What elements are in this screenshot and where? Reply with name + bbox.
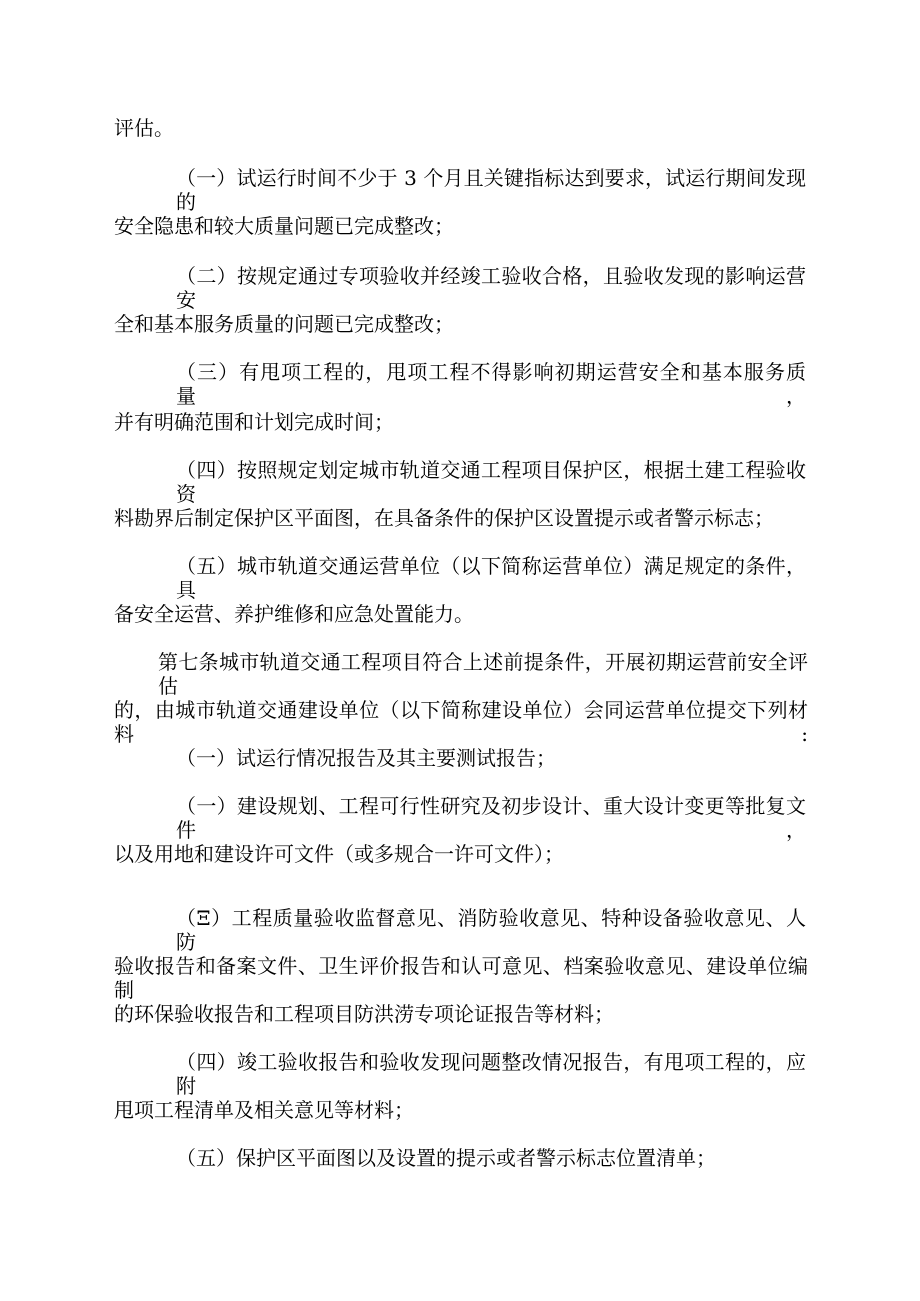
text-line: 的环保验收报告和工程项目防洪涝专项论证报告等材料； bbox=[114, 1002, 614, 1026]
text-line: 甩项工程清单及相关意见等材料； bbox=[114, 1098, 414, 1122]
text-line: （五）城市轨道交通运营单位（以下简称运营单位）满足规定的条件，具 bbox=[176, 554, 806, 602]
text-line: （二）按规定通过专项验收并经竣工验收合格，且验收发现的影响运营安 bbox=[176, 264, 806, 312]
text-line: （Ξ）工程质量验收监督意见、消防验收意见、特种设备验收意见、人防 bbox=[176, 906, 806, 954]
text-line: 第七条城市轨道交通工程项目符合上述前提条件，开展初期运营前安全评估 bbox=[158, 650, 808, 698]
text-line: 评估。 bbox=[114, 116, 174, 140]
text-line: （一）建设规划、工程可行性研究及初步设计、重大设计变更等批复文件， bbox=[176, 794, 806, 842]
text-line: （一）试运行情况报告及其主要测试报告； bbox=[176, 746, 556, 770]
text-line: 的，由城市轨道交通建设单位（以下简称建设单位）会同运营单位提交下列材料: bbox=[114, 698, 808, 746]
text-line: 验收报告和备案文件、卫生评价报告和认可意见、档案验收意见、建设单位编制 bbox=[114, 954, 808, 1002]
text-line: 备安全运营、养护维修和应急处置能力。 bbox=[114, 602, 474, 626]
text-line: （四）按照规定划定城市轨道交通工程项目保护区，根据土建工程验收资 bbox=[176, 458, 806, 506]
text-line: 料勘界后制定保护区平面图，在具备条件的保护区设置提示或者警示标志； bbox=[114, 506, 774, 530]
text-line: （一）试运行时间不少于 3 个月且关键指标达到要求，试运行期间发现的 bbox=[176, 166, 806, 214]
text-line: （五）保护区平面图以及设置的提示或者警示标志位置清单； bbox=[176, 1146, 716, 1170]
text-line: 并有明确范围和计划完成时间； bbox=[114, 410, 394, 434]
text-line: （四）竣工验收报告和验收发现问题整改情况报告，有甩项工程的，应附 bbox=[176, 1050, 806, 1098]
text-line: （三）有甩项工程的，甩项工程不得影响初期运营安全和基本服务质量， bbox=[176, 360, 806, 408]
text-line: 安全隐患和较大质量问题已完成整改； bbox=[114, 214, 454, 238]
text-line: 以及用地和建设许可文件（或多规合一许可文件）； bbox=[114, 842, 564, 866]
text-line: 全和基本服务质量的问题已完成整改； bbox=[114, 312, 454, 336]
